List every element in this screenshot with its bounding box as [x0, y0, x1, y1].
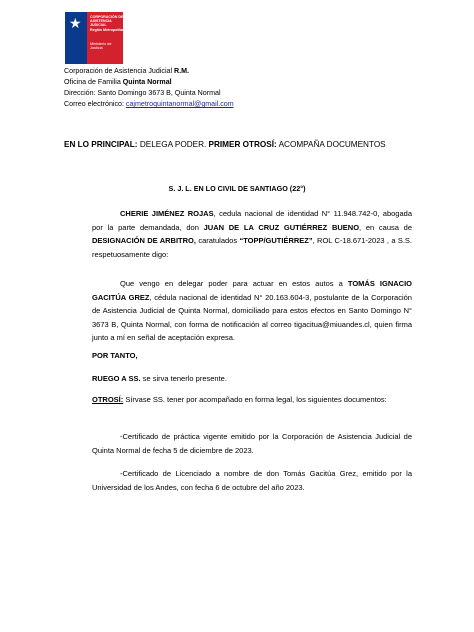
header-office: Oficina de Familia Quinta Normal [64, 78, 172, 86]
logo-text-top: CORPORACIÓN DE ASISTENCIA JUDICIAL Región Metropolitana [90, 15, 127, 32]
ruego-line: RUEGO A SS. se sirva tenerlo presente. [92, 374, 227, 383]
header-org: Corporación de Asistencia Judicial R.M. [64, 67, 189, 75]
email-link[interactable]: cajmetroquintanormal@gmail.com [125, 100, 234, 108]
logo-text-bottom: Ministerio de Justicia [90, 42, 112, 51]
header-email: Correo electrónico: cajmetroquintanormal@gmail.com [64, 100, 234, 108]
institution-logo [65, 12, 127, 64]
header-address: Dirección: Santo Domingo 3673 B, Quinta Normal [64, 89, 221, 97]
paragraph-delegation: Que vengo en delegar poder para actuar en estos autos a TOMÁS IGNACIO GACITÚA GREZ, cédula nacional de identidad N° 20.163.604-3, postulante de la Corporación de Asistencia Judicial de Quinta Normal, domiciliado para estos efectos en Santo Domingo N° 3673 B, Quinta Normal, con forma de notificación al correo tigacitua@miuandes.cl, quien firma junto a mí en señal de aceptación expresa. [92, 279, 413, 342]
paragraph-intro: CHERIE JIMÉNEZ ROJAS, cedula nacional de identidad N° 11.948.742-0, abogada por la parte demandada, don JUAN DE LA CRUZ GUTIÉRREZ BUENO, en causa de DESIGNACIÓN DE ARBITRO, caratulados “TOPP/GUTIÉRREZ”, ROL C-18.671-2023 , a S.S. respetuosamente digo: [92, 209, 412, 259]
document-summary: EN LO PRINCIPAL: DELEGA PODER. PRIMER OTROSÍ: ACOMPAÑA DOCUMENTOS [64, 140, 386, 149]
court-heading: S. J. L. EN LO CIVIL DE SANTIAGO (22°) [168, 184, 306, 193]
otrosi-paragraph: OTROSÍ: Sírvase SS. tener por acompañado en forma legal, los siguientes documentos: [92, 395, 387, 404]
por-tanto: POR TANTO, [92, 351, 138, 360]
document-item-1: -Certificado de práctica vigente emitido por la Corporación de Asistencia Judicial de Quinta Normal de fecha 5 de diciembre de 2023. [92, 432, 412, 455]
document-item-2: -Certificado de Licenciado a nombre de don Tomás Gacitúa Grez, emitido por la Universidad de los Andes, con fecha 6 de octubre del año 2023. [92, 469, 412, 492]
star-icon: ★ [69, 15, 82, 31]
